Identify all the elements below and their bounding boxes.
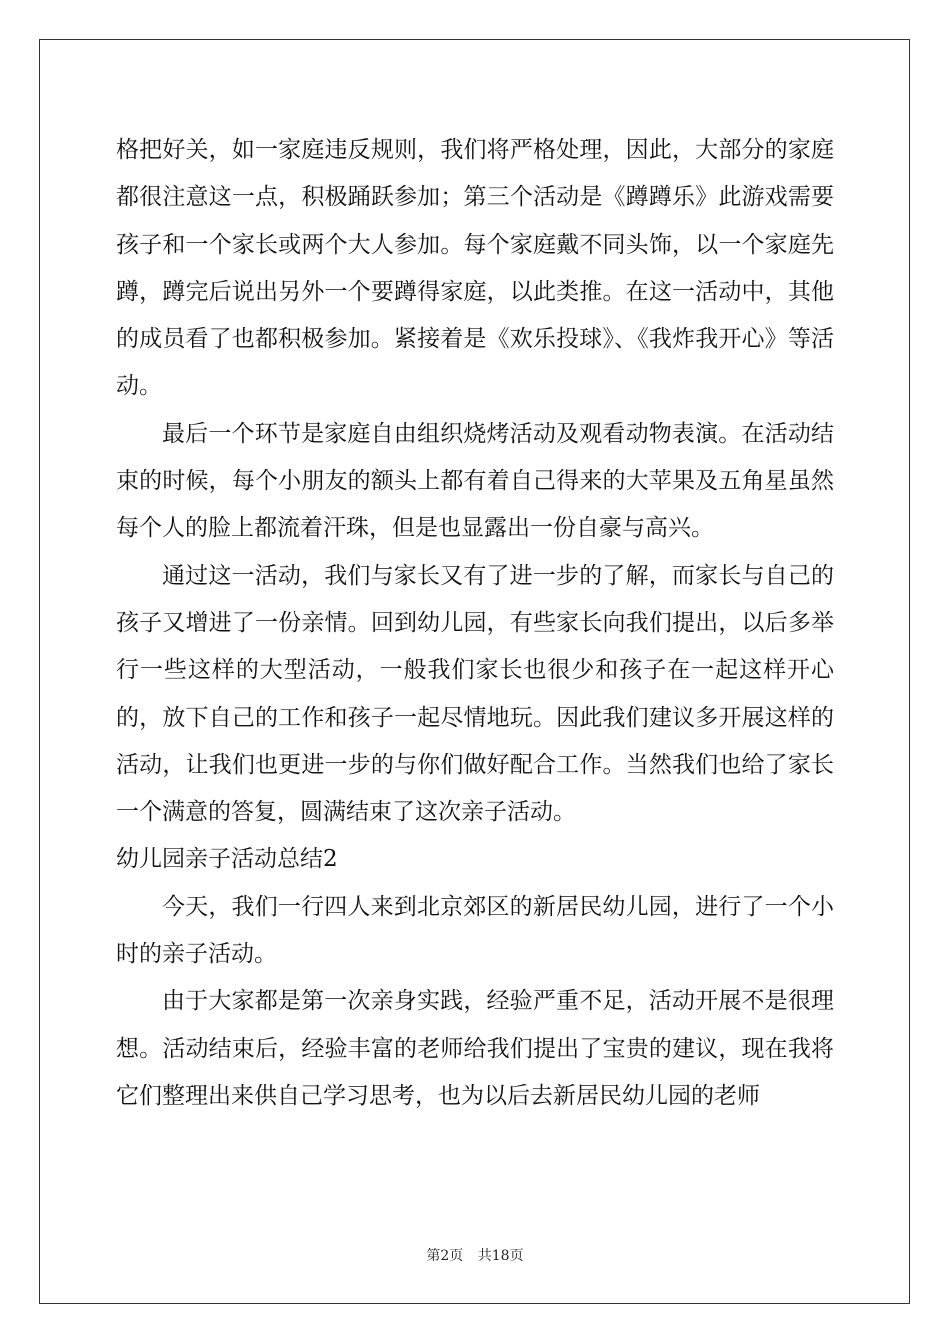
paragraph: 今天，我们一行四人来到北京郊区的新居民幼儿园，进行了一个小时的亲子活动。 xyxy=(116,893,834,968)
paragraph-continuation: 格把好关，如一家庭违反规则，我们将严格处理，因此，大部分的家庭都很注意这一点，积极踊跃参加；第三个活动是《蹲蹲乐》此游戏需要孩子和一个家长或两个大人参加。每个家庭戴不同头饰，以一个家庭先蹲，蹲完后说出另外一个要蹲得家庭，以此类推。在这一活动中，其他的成员看了也都积极参加。紧接着是《欢乐投球》、《我炸我开心》等活动。 xyxy=(116,137,834,400)
paragraph: 由于大家都是第一次亲身实践，经验严重不足，活动开展不是很理想。活动结束后，经验丰富的老师给我们提出了宝贵的建议，现在我将它们整理出来供自己学习思考，也为以后去新居民幼儿园的老师 xyxy=(116,988,834,1109)
paragraph: 最后一个环节是家庭自由组织烧烤活动及观看动物表演。在活动结束的时候，每个小朋友的额头上都有着自己得来的大苹果及五角星虽然每个人的脸上都流着汗珠，但是也显露出一份自豪与高兴。 xyxy=(116,420,834,542)
page-total: 共18页 xyxy=(477,1248,524,1264)
document-body xyxy=(116,127,834,1120)
paragraph: 通过这一活动，我们与家长又有了进一步的了解，而家长与自己的孩子又增进了一份亲情。回到幼儿园，有些家长向我们提出，以后多举行一些这样的大型活动，一般我们家长也很少和孩子在一起这样开心的，放下自己的工作和孩子一起尽情地玩。因此我们建议多开展这样的活动，让我们也更进一步的与你们做好配合工作。当然我们也给了家长一个满意的答复，圆满结束了这次亲子活动。 xyxy=(116,562,834,826)
page-number: 第2页 xyxy=(426,1248,464,1264)
section-heading: 幼儿园亲子活动总结2 xyxy=(116,846,338,873)
page-footer xyxy=(0,1245,950,1265)
